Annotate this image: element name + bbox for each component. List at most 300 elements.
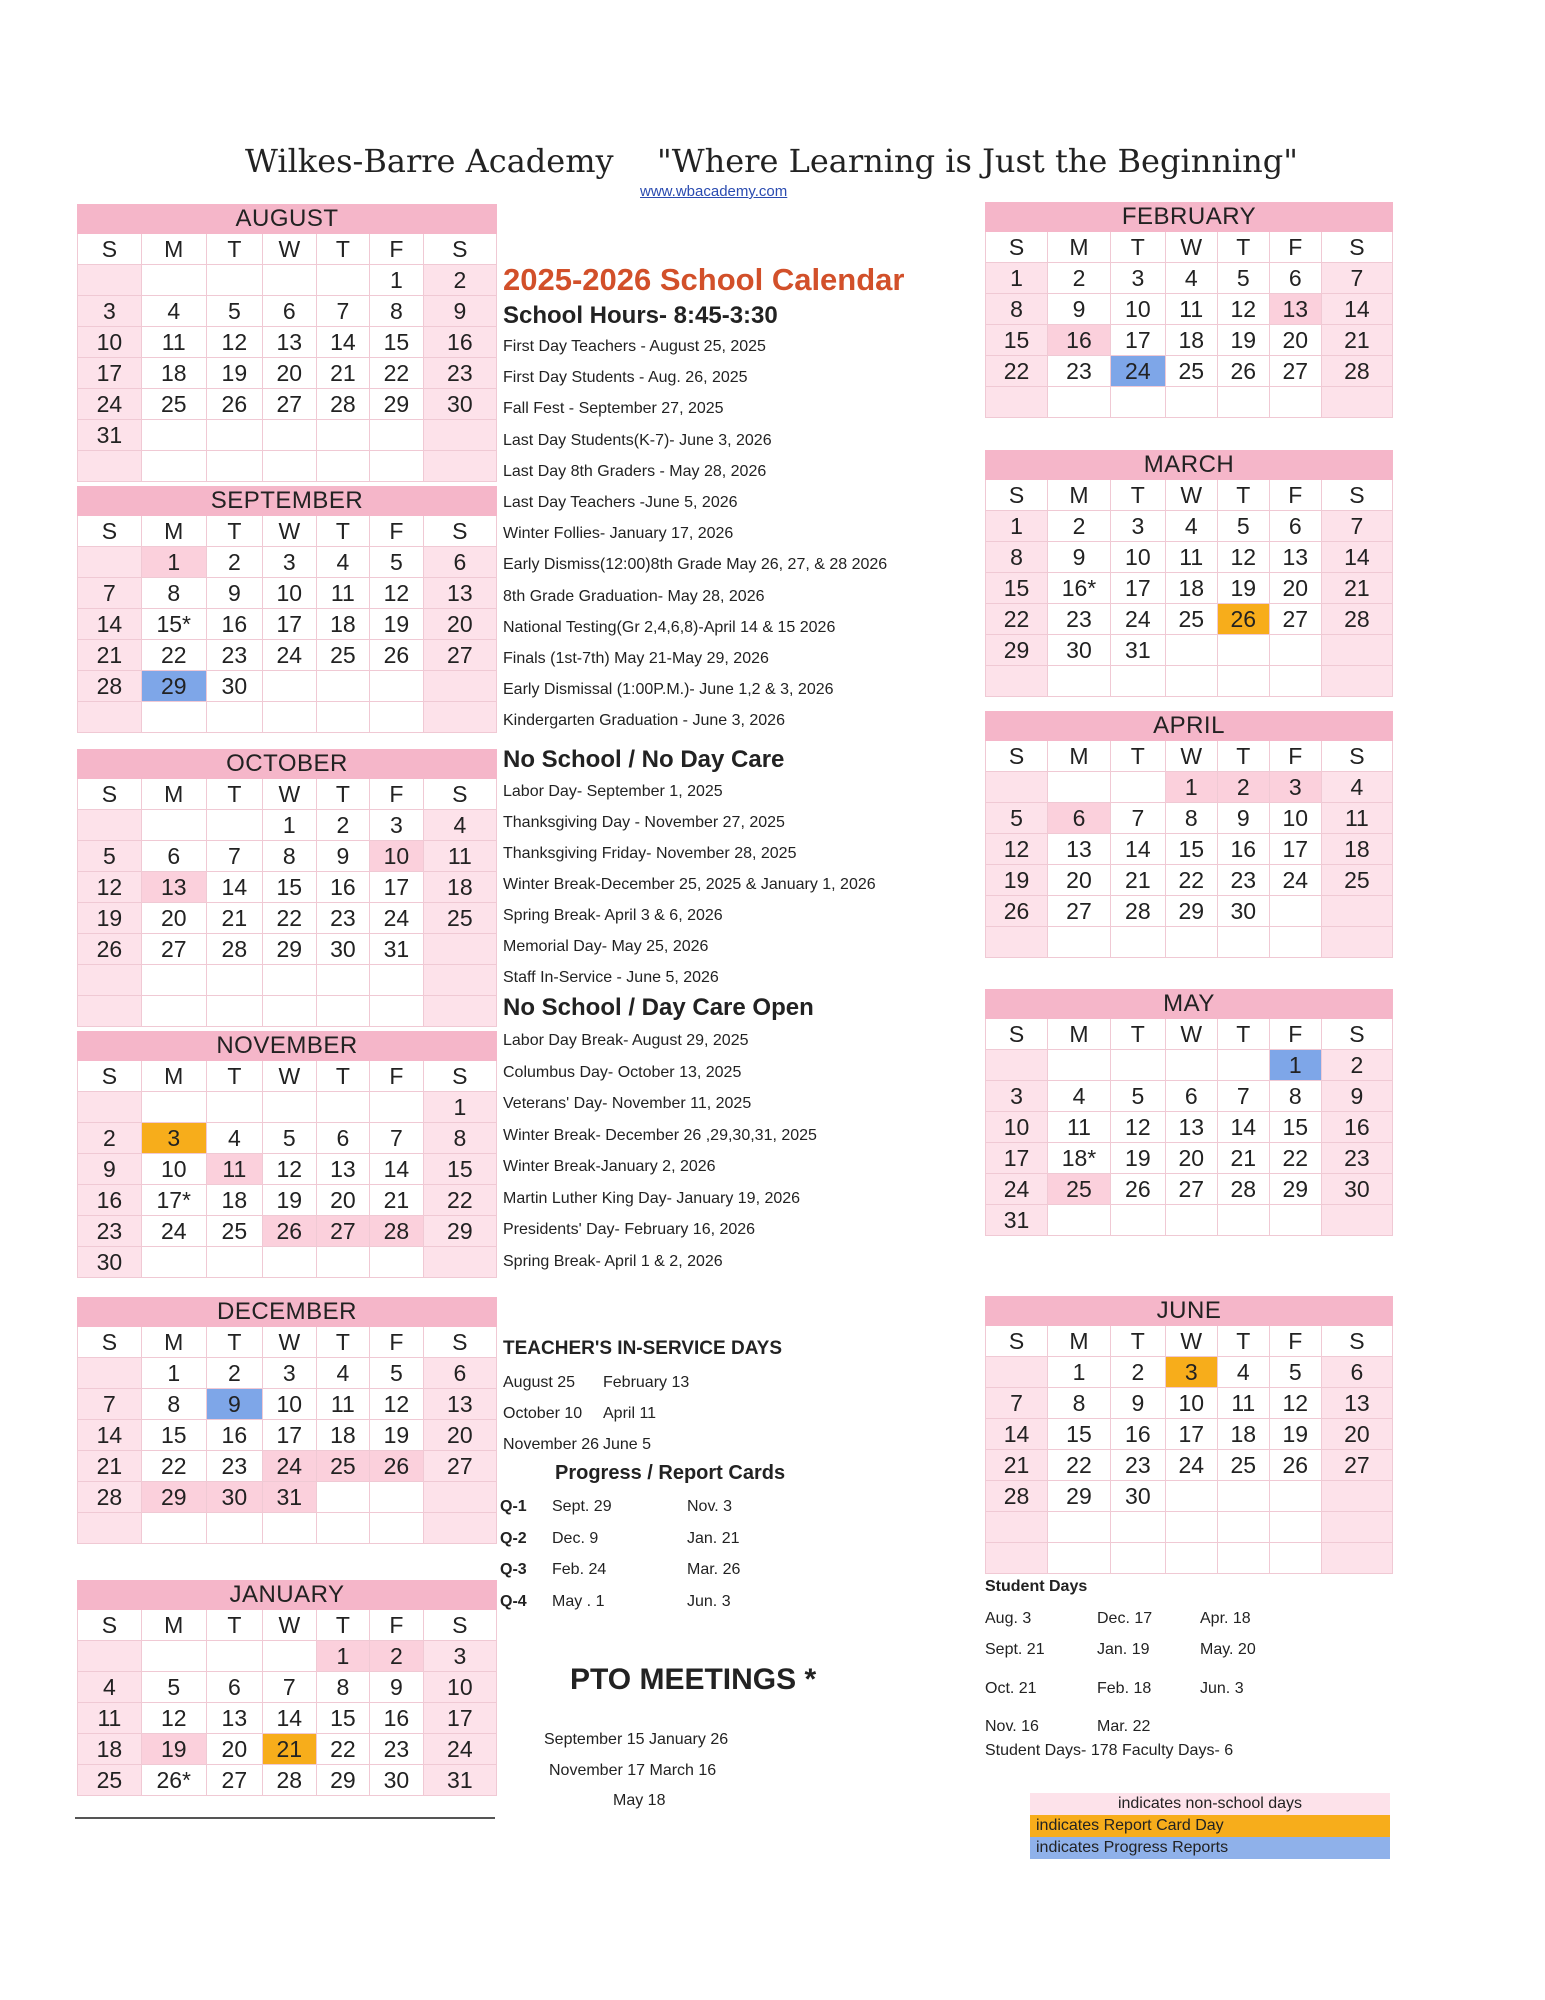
weekday-label: S — [424, 516, 497, 547]
calendar-september — [77, 486, 497, 733]
student-day-date: Mar. 22 — [1097, 1718, 1151, 1735]
no-school-daycare-open-title: No School / Day Care Open — [503, 994, 814, 1021]
day-cell: 27 — [1048, 896, 1111, 927]
weekday-label: M — [1048, 1019, 1111, 1050]
day-cell: 20 — [142, 903, 207, 934]
progress-report-date: Dec. 9 — [552, 1529, 599, 1547]
day-cell: 20 — [1166, 1143, 1218, 1174]
empty-day-cell — [1111, 1050, 1166, 1081]
day-cell: 19 — [1270, 1419, 1322, 1450]
empty-day-cell — [317, 265, 371, 296]
week-row — [77, 1247, 497, 1278]
week-row — [77, 671, 497, 702]
empty-day-cell — [370, 1247, 424, 1278]
weekday-label: M — [142, 516, 207, 547]
day-cell: 4 — [1218, 1357, 1270, 1388]
week-row — [77, 265, 497, 296]
day-cell: 10 — [370, 841, 424, 872]
progress-report-date: May . 1 — [552, 1592, 605, 1610]
empty-day-cell — [1218, 1543, 1270, 1574]
day-cell: 6 — [424, 1358, 497, 1389]
day-cell: 23 — [370, 1734, 424, 1765]
weekday-label: M — [1048, 480, 1111, 511]
empty-day-cell — [317, 996, 371, 1027]
day-cell: 25 — [1322, 865, 1393, 896]
day-cell: 6 — [424, 547, 497, 578]
day-cell: 15 — [317, 1703, 371, 1734]
day-cell: 7 — [207, 841, 263, 872]
day-cell: 12 — [1270, 1388, 1322, 1419]
empty-day-cell — [317, 671, 371, 702]
day-cell: 25 — [1166, 356, 1218, 387]
weekday-label: M — [142, 779, 207, 810]
day-cell: 9 — [1111, 1388, 1166, 1419]
date-entry: Early Dismissal (1:00P.M.)- June 1,2 & 3, 2026 — [503, 681, 834, 699]
legend-report-card-day: indicates Report Card Day — [1030, 1815, 1390, 1837]
empty-day-cell — [370, 451, 424, 482]
day-cell: 20 — [1270, 573, 1322, 604]
day-cell: 11 — [1048, 1112, 1111, 1143]
day-cell: 4 — [424, 810, 497, 841]
day-cell: 22 — [142, 640, 207, 671]
empty-day-cell — [263, 265, 317, 296]
daycare-open-entry: Martin Luther King Day- January 19, 2026 — [503, 1189, 801, 1207]
day-cell: 4 — [1322, 772, 1393, 803]
date-entry: Early Dismiss(12:00)8th Grade May 26, 27, & 28 2026 — [503, 556, 888, 574]
day-cell: 10 — [1111, 294, 1166, 325]
empty-day-cell — [1322, 635, 1393, 666]
day-cell: 10 — [263, 1389, 317, 1420]
empty-day-cell — [263, 1247, 317, 1278]
day-cell: 30 — [1111, 1481, 1166, 1512]
empty-day-cell — [1322, 927, 1393, 958]
day-cell: 13 — [1270, 542, 1322, 573]
day-cell: 19 — [1218, 573, 1270, 604]
empty-day-cell — [370, 671, 424, 702]
empty-day-cell — [1048, 1512, 1111, 1543]
day-cell: 17 — [1270, 834, 1322, 865]
holiday-entry: Labor Day- September 1, 2025 — [503, 783, 723, 800]
day-cell: 30 — [424, 389, 497, 420]
day-cell: 16 — [424, 327, 497, 358]
empty-day-cell — [1322, 387, 1393, 418]
day-cell: 2 — [1048, 511, 1111, 542]
day-cell: 20 — [317, 1185, 371, 1216]
day-cell: 14 — [207, 872, 263, 903]
empty-day-cell — [370, 965, 424, 996]
empty-day-cell — [317, 702, 371, 733]
day-cell: 29 — [370, 389, 424, 420]
day-cell: 30 — [1218, 896, 1270, 927]
day-cell: 15 — [424, 1154, 497, 1185]
empty-day-cell — [1270, 666, 1322, 697]
day-cell: 4 — [317, 1358, 371, 1389]
empty-day-cell — [370, 996, 424, 1027]
empty-day-cell — [1048, 1543, 1111, 1574]
day-cell: 15 — [1048, 1419, 1111, 1450]
day-cell: 5 — [1218, 263, 1270, 294]
weekday-label: T — [1111, 232, 1166, 263]
weekday-label: T — [207, 779, 263, 810]
day-cell: 3 — [263, 1358, 317, 1389]
empty-day-cell — [1166, 1512, 1218, 1543]
empty-day-cell — [424, 702, 497, 733]
pto-meeting-dates: May 18 — [613, 1792, 666, 1809]
week-row — [985, 604, 1393, 635]
week-row — [985, 1081, 1393, 1112]
empty-day-cell — [1048, 1050, 1111, 1081]
day-cell: 17 — [1111, 325, 1166, 356]
day-cell: 12 — [77, 872, 142, 903]
weekday-header-row — [985, 1326, 1393, 1357]
day-cell: 3 — [985, 1081, 1048, 1112]
empty-day-cell — [1111, 387, 1166, 418]
day-cell: 29 — [142, 671, 207, 702]
empty-day-cell — [424, 671, 497, 702]
day-cell: 15 — [985, 325, 1048, 356]
empty-day-cell — [77, 1641, 142, 1672]
day-cell: 31 — [263, 1482, 317, 1513]
day-cell: 14 — [1111, 834, 1166, 865]
day-cell: 25 — [142, 389, 207, 420]
day-cell: 4 — [207, 1123, 263, 1154]
month-title: JUNE — [985, 1296, 1393, 1326]
weekday-label: F — [370, 1327, 424, 1358]
date-entry: Last Day 8th Graders - May 28, 2026 — [503, 462, 767, 480]
day-cell: 28 — [1218, 1174, 1270, 1205]
empty-day-cell — [77, 1092, 142, 1123]
quarter-label: Q-2 — [500, 1529, 527, 1547]
empty-day-cell — [985, 1050, 1048, 1081]
day-cell: 1 — [1048, 1357, 1111, 1388]
day-cell: 1 — [142, 547, 207, 578]
day-cell: 26 — [1270, 1450, 1322, 1481]
week-row — [77, 420, 497, 451]
weekday-label: W — [1166, 1326, 1218, 1357]
day-cell: 21 — [77, 1451, 142, 1482]
weekday-label: W — [263, 516, 317, 547]
day-cell: 26 — [370, 640, 424, 671]
day-cell: 2 — [1322, 1050, 1393, 1081]
day-cell: 8 — [1166, 803, 1218, 834]
day-cell: 30 — [1048, 635, 1111, 666]
empty-day-cell — [207, 702, 263, 733]
day-cell: 14 — [1322, 294, 1393, 325]
empty-day-cell — [424, 1247, 497, 1278]
day-cell: 17 — [1111, 573, 1166, 604]
weekday-header-row — [985, 1019, 1393, 1050]
day-cell: 3 — [424, 1641, 497, 1672]
day-cell: 20 — [263, 358, 317, 389]
day-cell: 12 — [207, 327, 263, 358]
empty-day-cell — [77, 265, 142, 296]
weekday-header-row — [985, 741, 1393, 772]
day-cell: 23 — [1218, 865, 1270, 896]
calendar-august — [77, 204, 497, 482]
daycare-open-entry: Veterans' Day- November 11, 2025 — [503, 1095, 752, 1112]
day-cell: 18 — [317, 1420, 371, 1451]
day-cell: 14 — [985, 1419, 1048, 1450]
day-cell: 23 — [1048, 356, 1111, 387]
day-cell: 11 — [424, 841, 497, 872]
student-day-date: Aug. 3 — [985, 1610, 1032, 1627]
calendar-october — [77, 749, 497, 1027]
day-cell: 22 — [1048, 1450, 1111, 1481]
week-row — [985, 387, 1393, 418]
day-cell: 19 — [1218, 325, 1270, 356]
weekday-label: T — [317, 1327, 371, 1358]
day-cell: 27 — [1166, 1174, 1218, 1205]
empty-day-cell — [1270, 1205, 1322, 1236]
week-row — [985, 263, 1393, 294]
weekday-label: T — [207, 516, 263, 547]
no-school-no-daycare-title: No School / No Day Care — [503, 746, 785, 773]
student-day-date: Apr. 18 — [1200, 1610, 1251, 1627]
day-cell: 30 — [77, 1247, 142, 1278]
day-cell: 20 — [424, 1420, 497, 1451]
week-row — [985, 803, 1393, 834]
weekday-label: S — [985, 1326, 1048, 1357]
weekday-header-row — [77, 234, 497, 265]
week-row — [77, 1420, 497, 1451]
weekday-label: W — [263, 234, 317, 265]
school-name: Wilkes-Barre Academy — [245, 142, 614, 180]
day-cell: 6 — [1270, 511, 1322, 542]
empty-day-cell — [142, 1641, 207, 1672]
empty-day-cell — [1270, 1481, 1322, 1512]
day-cell: 13 — [424, 578, 497, 609]
week-row — [985, 1205, 1393, 1236]
day-cell: 13 — [142, 872, 207, 903]
student-day-date: Sept. 21 — [985, 1641, 1045, 1658]
weekday-label: S — [77, 234, 142, 265]
inservice-date: June 5 — [603, 1436, 652, 1453]
day-cell: 18 — [424, 872, 497, 903]
day-cell: 16 — [1322, 1112, 1393, 1143]
calendar-december — [77, 1297, 497, 1544]
day-cell: 4 — [1166, 511, 1218, 542]
day-cell: 19 — [77, 903, 142, 934]
weekday-label: W — [263, 1061, 317, 1092]
empty-day-cell — [1270, 1512, 1322, 1543]
empty-day-cell — [207, 996, 263, 1027]
weekday-label: F — [1270, 480, 1322, 511]
empty-day-cell — [1166, 1543, 1218, 1574]
day-cell: 12 — [1218, 294, 1270, 325]
day-cell: 29 — [142, 1482, 207, 1513]
day-cell: 28 — [1322, 356, 1393, 387]
day-cell: 27 — [424, 1451, 497, 1482]
inservice-date: October 10 — [503, 1405, 583, 1422]
empty-day-cell — [1048, 1205, 1111, 1236]
calendar-title: 2025-2026 School Calendar — [503, 262, 905, 297]
empty-day-cell — [1270, 387, 1322, 418]
empty-day-cell — [370, 420, 424, 451]
day-cell: 28 — [1111, 896, 1166, 927]
weekday-label: T — [1218, 1326, 1270, 1357]
progress-title: Progress / Report Cards — [555, 1462, 786, 1484]
weekday-header-row — [77, 1061, 497, 1092]
day-cell: 19 — [1111, 1143, 1166, 1174]
weekday-label: S — [77, 1327, 142, 1358]
day-cell: 21 — [370, 1185, 424, 1216]
day-cell: 17 — [263, 609, 317, 640]
day-cell: 9 — [424, 296, 497, 327]
month-title: MAY — [985, 989, 1393, 1019]
day-cell: 3 — [1166, 1357, 1218, 1388]
empty-day-cell — [317, 1247, 371, 1278]
empty-day-cell — [1111, 1512, 1166, 1543]
school-website-link[interactable]: www.wbacademy.com — [640, 183, 788, 200]
day-cell: 15 — [985, 573, 1048, 604]
day-cell: 9 — [370, 1672, 424, 1703]
day-cell: 9 — [317, 841, 371, 872]
empty-day-cell — [424, 996, 497, 1027]
date-entry: Winter Follies- January 17, 2026 — [503, 525, 734, 543]
day-cell: 21 — [263, 1734, 317, 1765]
day-cell: 25 — [207, 1216, 263, 1247]
empty-day-cell — [1218, 666, 1270, 697]
day-cell: 8 — [1270, 1081, 1322, 1112]
day-cell: 29 — [1166, 896, 1218, 927]
empty-day-cell — [263, 965, 317, 996]
week-row — [77, 1641, 497, 1672]
week-row — [77, 1216, 497, 1247]
empty-day-cell — [77, 996, 142, 1027]
weekday-label: W — [1166, 1019, 1218, 1050]
daycare-open-entry: Columbus Day- October 13, 2025 — [503, 1063, 742, 1081]
day-cell: 23 — [1111, 1450, 1166, 1481]
weekday-label: S — [985, 232, 1048, 263]
day-cell: 11 — [317, 578, 371, 609]
day-cell: 27 — [207, 1765, 263, 1796]
day-cell: 4 — [142, 296, 207, 327]
empty-day-cell — [1048, 387, 1111, 418]
day-cell: 13 — [1322, 1388, 1393, 1419]
weekday-label: M — [142, 234, 207, 265]
week-row — [77, 1765, 497, 1796]
day-cell: 9 — [207, 1389, 263, 1420]
day-cell: 8 — [424, 1123, 497, 1154]
day-cell: 2 — [1111, 1357, 1166, 1388]
pto-meeting-dates: September 15 January 26 — [544, 1731, 729, 1748]
empty-day-cell — [1322, 1543, 1393, 1574]
day-cell: 10 — [1270, 803, 1322, 834]
day-cell: 9 — [1048, 542, 1111, 573]
empty-day-cell — [77, 547, 142, 578]
day-cell: 18 — [1322, 834, 1393, 865]
week-row — [77, 1451, 497, 1482]
day-cell: 8 — [1048, 1388, 1111, 1419]
date-entry: Fall Fest - September 27, 2025 — [503, 400, 724, 418]
day-cell: 28 — [1322, 604, 1393, 635]
week-row — [77, 702, 497, 733]
empty-day-cell — [207, 1092, 263, 1123]
weekday-label: S — [1322, 1326, 1393, 1357]
day-cell: 5 — [263, 1123, 317, 1154]
month-title: NOVEMBER — [77, 1031, 497, 1061]
inservice-date: November 26 — [503, 1436, 600, 1453]
day-cell: 22 — [142, 1451, 207, 1482]
inservice-date: April 11 — [603, 1405, 657, 1422]
empty-day-cell — [1322, 1205, 1393, 1236]
empty-day-cell — [1166, 635, 1218, 666]
empty-day-cell — [142, 810, 207, 841]
weekday-label: S — [77, 1610, 142, 1641]
day-cell: 29 — [1048, 1481, 1111, 1512]
day-cell: 20 — [1048, 865, 1111, 896]
calendar-april — [985, 711, 1393, 958]
day-cell: 7 — [1322, 263, 1393, 294]
week-row — [985, 542, 1393, 573]
day-cell: 14 — [1218, 1112, 1270, 1143]
week-row — [985, 865, 1393, 896]
day-cell: 11 — [142, 327, 207, 358]
weekday-label: T — [1111, 1019, 1166, 1050]
day-cell: 2 — [424, 265, 497, 296]
day-cell: 23 — [1048, 604, 1111, 635]
week-row — [985, 834, 1393, 865]
day-cell: 1 — [370, 265, 424, 296]
week-row — [77, 451, 497, 482]
day-cell: 13 — [1270, 294, 1322, 325]
day-cell: 11 — [1322, 803, 1393, 834]
day-cell: 29 — [317, 1765, 371, 1796]
day-cell: 16 — [1218, 834, 1270, 865]
day-cell: 22 — [1270, 1143, 1322, 1174]
day-cell: 5 — [370, 547, 424, 578]
daycare-open-entry: Winter Break-January 2, 2026 — [503, 1158, 716, 1175]
day-cell: 23 — [424, 358, 497, 389]
weekday-label: T — [1218, 1019, 1270, 1050]
weekday-label: S — [1322, 232, 1393, 263]
day-cell: 21 — [1322, 573, 1393, 604]
month-title: SEPTEMBER — [77, 486, 497, 516]
month-title: OCTOBER — [77, 749, 497, 779]
day-cell: 18 — [1166, 573, 1218, 604]
weekday-label: T — [317, 234, 371, 265]
week-row — [77, 1123, 497, 1154]
weekday-label: F — [1270, 1019, 1322, 1050]
weekday-label: F — [370, 779, 424, 810]
student-day-date: Nov. 16 — [985, 1718, 1039, 1735]
day-cell: 2 — [1218, 772, 1270, 803]
empty-day-cell — [142, 265, 207, 296]
day-cell: 10 — [1111, 542, 1166, 573]
day-cell: 3 — [1270, 772, 1322, 803]
empty-day-cell — [1322, 896, 1393, 927]
day-cell: 2 — [207, 547, 263, 578]
week-row — [985, 772, 1393, 803]
week-row — [77, 609, 497, 640]
day-cell: 6 — [207, 1672, 263, 1703]
empty-day-cell — [985, 1512, 1048, 1543]
weekday-label: F — [370, 1061, 424, 1092]
quarter-label: Q-1 — [500, 1498, 527, 1515]
day-cell: 4 — [77, 1672, 142, 1703]
empty-day-cell — [263, 420, 317, 451]
empty-day-cell — [1218, 1050, 1270, 1081]
empty-day-cell — [370, 1513, 424, 1544]
week-row — [985, 927, 1393, 958]
week-row — [77, 1185, 497, 1216]
day-cell: 29 — [424, 1216, 497, 1247]
empty-day-cell — [142, 451, 207, 482]
calendar-november — [77, 1031, 497, 1278]
week-row — [77, 547, 497, 578]
empty-day-cell — [1166, 1050, 1218, 1081]
week-row — [77, 1703, 497, 1734]
